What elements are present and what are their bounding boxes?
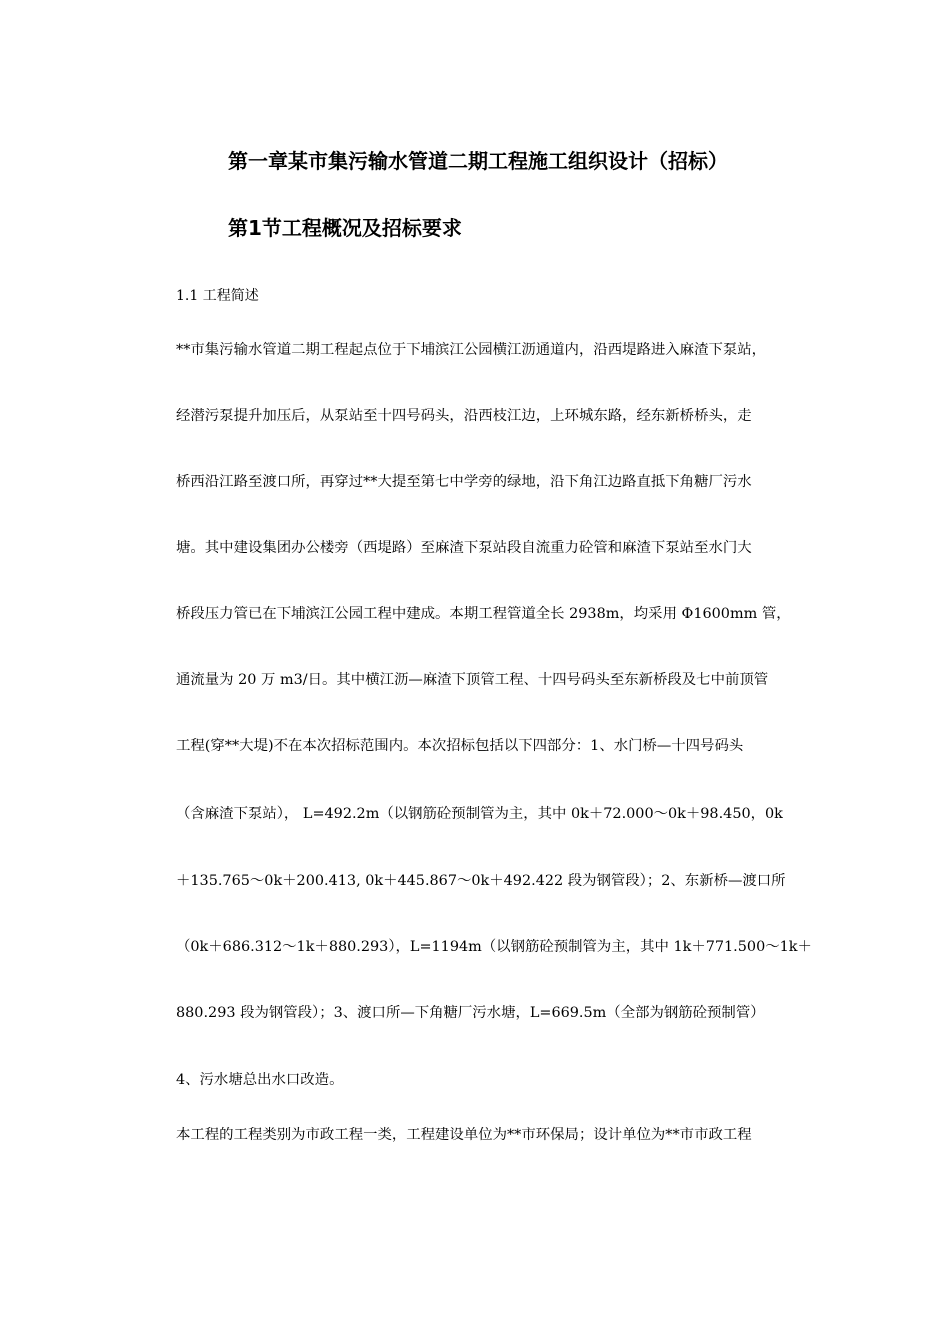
subsection-title: 1.1 工程简述 [176,288,259,304]
paragraph-line: （含麻渣下泵站）， L=492.2m（以钢筋砼预制管为主，其中 0k＋72.000～0k＋98.450，0k [176,806,783,822]
paragraph-line: 本工程的工程类别为市政工程一类，工程建设单位为**市环保局；设计单位为**市市政工程 [176,1127,752,1143]
paragraph-line: 880.293 段为钢管段）；3、渡口所—下角糖厂污水塘，L=669.5m（全部为钢筋砼预制管） [176,1005,765,1021]
chapter-title: 第一章某市集污输水管道二期工程施工组织设计（招标） [228,149,728,173]
section-title: 第1节工程概况及招标要求 [228,216,462,240]
paragraph-line: 经潜污泵提升加压后，从泵站至十四号码头，沿西枝江边，上环城东路，经东新桥桥头，走 [176,408,752,424]
paragraph-line: 桥段压力管已在下埔滨江公园工程中建成。本期工程管道全长 2938m，均采用 Φ1600mm 管， [176,606,791,622]
paragraph-line: 塘。其中建设集团办公楼旁（西堤路）至麻渣下泵站段自流重力砼管和麻渣下泵站至水门大 [176,540,752,556]
paragraph-line: ＋135.765～0k＋200.413, 0k＋445.867～0k＋492.422 段为钢管段）；2、东新桥—渡口所 [176,873,786,889]
paragraph-line: （0k＋686.312～1k＋880.293），L=1194m（以钢筋砼预制管为主，其中 1k＋771.500～1k＋ [176,939,812,955]
paragraph-line: 工程(穿**大堤)不在本次招标范围内。本次招标包括以下四部分：1、水门桥—十四号码头 [176,738,744,754]
paragraph-line: 通流量为 20 万 m3/日。其中横江沥—麻渣下顶管工程、十四号码头至东新桥段及七中前顶管 [176,672,769,688]
paragraph-line: 4、污水塘总出水口改造。 [176,1072,344,1088]
paragraph-line: **市集污输水管道二期工程起点位于下埔滨江公园横江沥通道内，沿西堤路进入麻渣下泵站， [176,342,767,358]
paragraph-line: 桥西沿江路至渡口所，再穿过**大提至第七中学旁的绿地，沿下角江边路直抵下角糖厂污水 [176,474,752,490]
